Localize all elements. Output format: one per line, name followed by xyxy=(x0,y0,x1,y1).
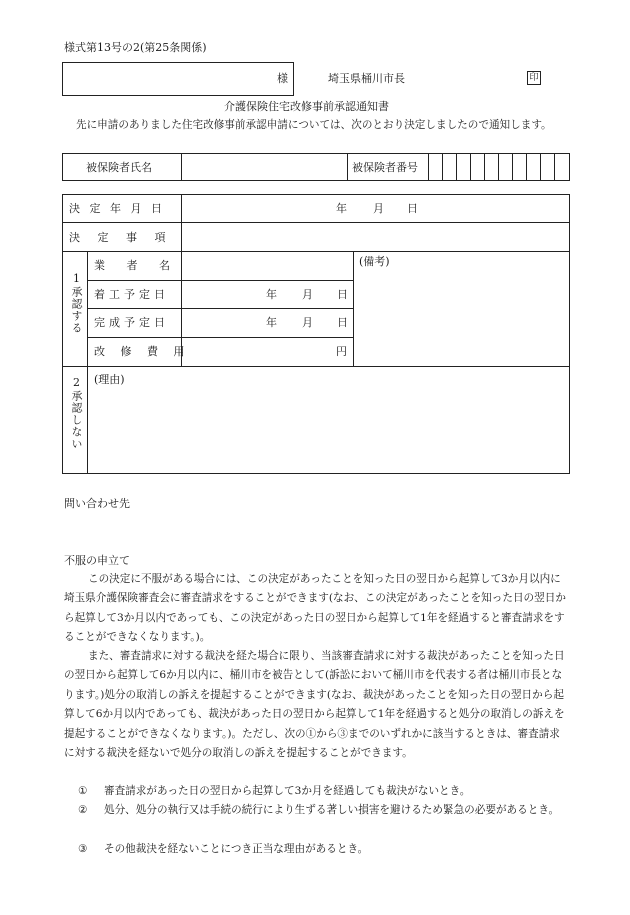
appeal-item-1 xyxy=(64,782,570,802)
item-number: ① xyxy=(78,785,88,797)
cost-yen: 円 xyxy=(336,345,347,358)
insured-name-label: 被保険者氏名 xyxy=(86,161,152,174)
decision-matter-label: 決 定 事 項 xyxy=(69,231,173,244)
completion-day: 日 xyxy=(337,316,348,329)
form-number: 様式第13号の2(第25条関係) xyxy=(64,41,207,54)
start-month: 月 xyxy=(302,288,313,301)
appeal-heading: 不服の申立て xyxy=(64,554,130,567)
start-year: 年 xyxy=(266,288,277,301)
appeal-paragraph-2: また、審査請求に対する裁決を経た場合に限り、当該審査請求に対する裁決があったことを知った日の翌日から起算して6か月以内に、桶川市を被告として(訴訟において桶川市を代表する者は桶川市長となります。)処分の取消しの訴えを提起することができます(なお、裁決があったことを知った日の翌日から起算して6か月以内であっても、裁決があった日の翌日から起算して1年を経過すると処分の取消しの訴えを提起することができなくなります。)。ただし、次の①から③までのいずれかに該当するときは、審査請求に対する裁決を経ないで処分の取消しの訴えを提起することができます。 xyxy=(64,650,565,760)
appeal-item-3 xyxy=(64,840,570,860)
decision-year: 年 xyxy=(336,202,347,215)
decision-day: 日 xyxy=(407,202,418,215)
contact-label: 問い合わせ先 xyxy=(64,497,130,510)
reason-label: (理由) xyxy=(94,373,125,386)
contractor-label: 業 者 名 xyxy=(94,259,179,272)
issuer-name: 埼玉県桶川市長 xyxy=(328,72,405,85)
completion-date-label: 完成予定日 xyxy=(94,316,169,329)
decision-date-label: 決 定 年 月 日 xyxy=(69,202,165,215)
completion-month: 月 xyxy=(302,316,313,329)
remarks-label: (備考) xyxy=(359,255,390,268)
addressee-box[interactable] xyxy=(62,62,294,96)
start-date-label: 着工予定日 xyxy=(94,288,169,301)
item-text: 処分、処分の執行又は手続の続行により生ずる著しい損害を避けるため緊急の必要があるとき。 xyxy=(104,804,560,816)
seal-mark: 印 xyxy=(527,71,541,85)
reject-section-label: 2承認しない xyxy=(70,376,83,450)
addressee-suffix: 様 xyxy=(277,72,288,85)
cost-label: 改 修 費 用 xyxy=(94,345,191,358)
appeal-item-2 xyxy=(64,801,570,841)
completion-year: 年 xyxy=(266,316,277,329)
insured-number-label: 被保険者番号 xyxy=(352,161,418,174)
approve-section-label: 1承認する xyxy=(70,272,83,334)
start-day: 日 xyxy=(337,288,348,301)
intro-text: 先に申請のありました住宅改修事前承認申請については、次のとおり決定しましたので通知します。 xyxy=(76,119,552,131)
item-text: 審査請求があった日の翌日から起算して3か月を経過しても裁決がないとき。 xyxy=(104,785,471,797)
appeal-paragraph-1: この決定に不服がある場合には、この決定があったことを知った日の翌日から起算して3か月以内に埼玉県介護保険審査会に審査請求をすることができます(なお、この決定があったことを知った日の翌日から起算して3か月以内であっても、この決定があった日の翌日から起算して1年を経過すると審査請求をすることができなくなります。)。 xyxy=(64,573,566,644)
document-title: 介護保険住宅改修事前承認通知書 xyxy=(224,100,389,113)
item-text: その他裁決を経ないことにつき正当な理由があるとき。 xyxy=(104,843,369,855)
decision-month: 月 xyxy=(373,202,384,215)
item-number: ③ xyxy=(78,843,88,855)
item-number: ② xyxy=(78,804,88,816)
